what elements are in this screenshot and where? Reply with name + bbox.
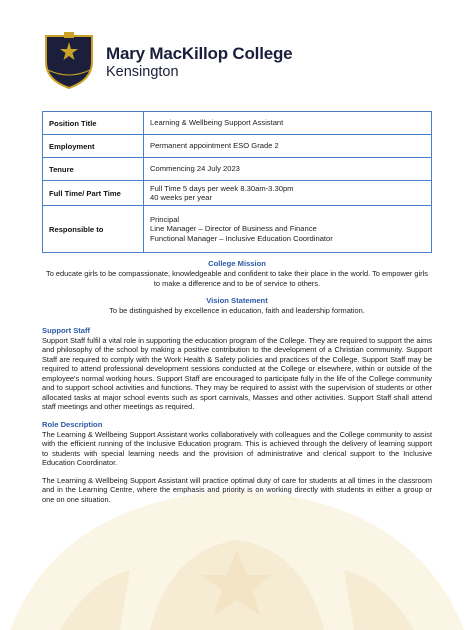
row-value xyxy=(144,206,432,253)
page-header xyxy=(42,30,442,88)
document-body xyxy=(42,259,432,504)
mission-heading: College Mission xyxy=(208,259,266,268)
table-row xyxy=(43,135,432,158)
value-line: Learning & Wellbeing Support Assistant xyxy=(150,118,284,128)
role-description-paragraph: The Learning & Wellbeing Support Assistant will practice optimal duty of care for students at all times in the classroom and in the Learning Centre, where the emphasis and priority is on working directly with students in either a group or one on one situation. xyxy=(42,475,432,504)
support-staff-heading: Support Staff xyxy=(42,325,91,335)
value-line: Line Manager – Director of Business and Finance xyxy=(150,224,317,234)
college-campus: Kensington xyxy=(106,64,179,80)
vision-text: To be distinguished by excellence in education, faith and leadership formation. xyxy=(109,306,365,315)
row-label: Responsible to xyxy=(43,206,144,253)
table-row xyxy=(43,112,432,135)
vision-heading: Vision Statement xyxy=(206,296,268,305)
value-line: Permanent appointment ESO Grade 2 xyxy=(150,141,279,151)
row-label: Employment xyxy=(43,135,144,158)
row-value xyxy=(144,135,432,158)
value-line: Principal xyxy=(150,214,180,224)
role-description-heading: Role Description xyxy=(42,419,103,429)
value-line: Commencing 24 July 2023 xyxy=(150,164,240,174)
value-line: 40 weeks per year xyxy=(150,193,213,202)
table-row xyxy=(43,181,432,206)
role-description-paragraph: The Learning & Wellbeing Support Assistant works collaboratively with colleagues and the College community to assist with the efficient running of the Inclusive Education program. This is achieved through the delivery of learning support to students with special learning needs and the provision of administrative and clerical support to the Inclusive Education Coordinator. xyxy=(42,429,432,467)
position-details-table xyxy=(42,111,432,253)
row-value xyxy=(144,181,432,206)
value-line: Full Time 5 days per week 8.30am-3.30pm xyxy=(150,183,294,193)
row-value xyxy=(144,158,432,181)
table-row xyxy=(43,158,432,181)
college-crest-logo xyxy=(42,30,96,90)
mission-text: To educate girls to be compassionate, knowledgeable and confident to take their place in the world. To empower girls to make a difference and to be of service to others. xyxy=(46,269,428,288)
support-staff-text: Support Staff fulfil a vital role in supporting the education program of the College. They are required to support the aims and philosophy of the school by making a positive contribution to the development of a Christian community. Support Staff are required to comply with the Work Health & Safety policies and practices of the College. Support Staff may be required to attend professional development sessions conducted at the College or elsewhere, within or outside of the employee's normal working hours. Support Staff are encouraged to participate fully in the life of the College community and to support school activities and functions. They may be required to assist with the supervision of students or other allocated tasks at major school events such as sport carnivals, Masses and other activities. Support Staff shall attend staff meetings and other meetings as required. xyxy=(42,335,432,411)
row-label: Position Title xyxy=(43,112,144,135)
row-label: Tenure xyxy=(43,158,144,181)
table-row xyxy=(43,206,432,253)
college-name: Mary MacKillop College xyxy=(106,44,293,63)
row-label: Full Time/ Part Time xyxy=(43,181,144,206)
row-value xyxy=(144,112,432,135)
value-line: Functional Manager – Inclusive Education Coordinator xyxy=(150,233,333,243)
